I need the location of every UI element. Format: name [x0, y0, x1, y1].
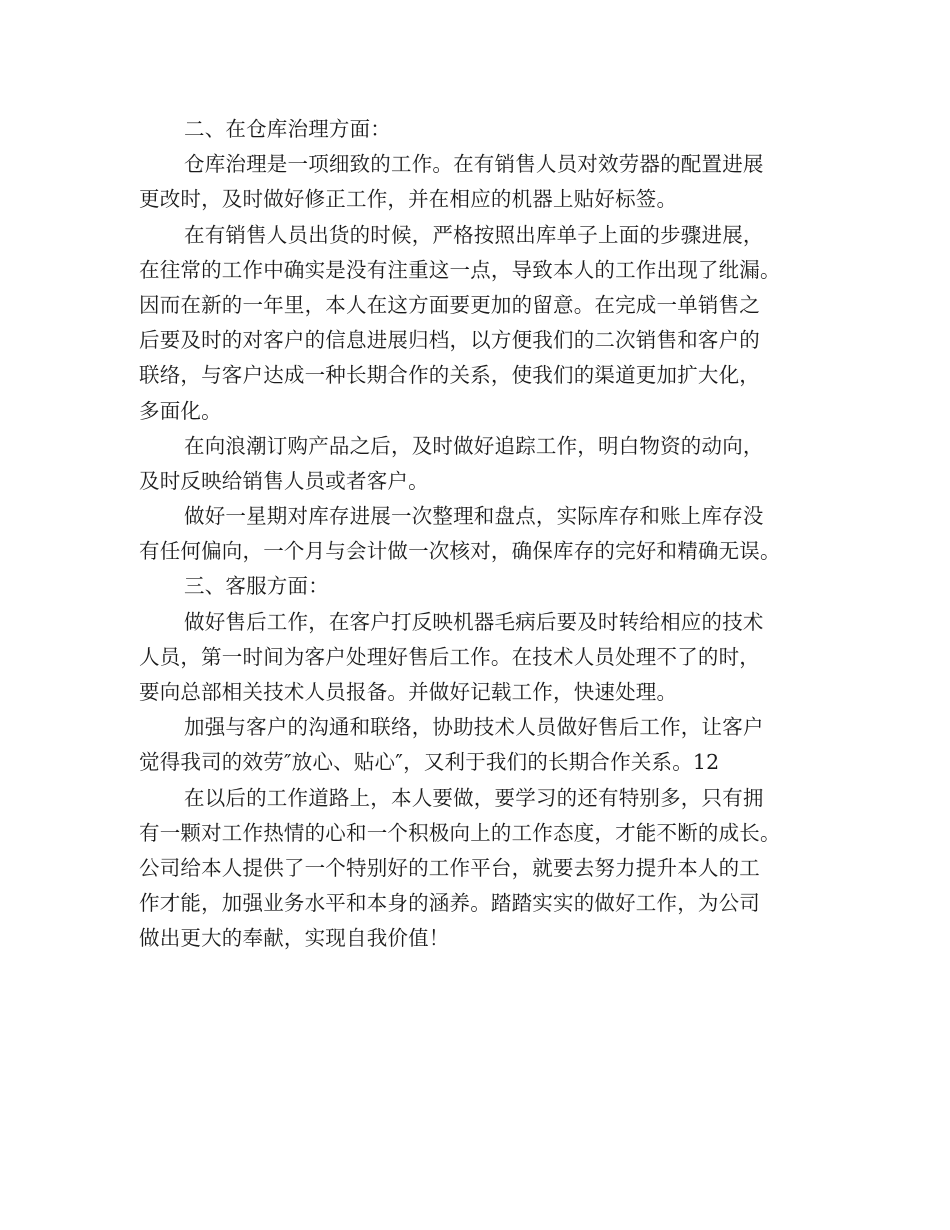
text-line: 觉得我司的效劳″放心、贴心″，又利于我们的长期合作关系。12	[139, 750, 720, 775]
text-line: 在以后的工作道路上，本人要做，要学习的还有特别多，只有拥	[184, 785, 764, 810]
text-line: 做出更大的奉献，实现自我价值！	[139, 926, 450, 951]
text-line: 联络，与客户达成一种长期合作的关系，使我们的渠道更加扩大化，	[139, 363, 760, 388]
text-line: 加强与客户的沟通和联络，协助技术人员做好售后工作，让客户	[184, 715, 764, 740]
text-line: 后要及时的对客户的信息进展归档，以方便我们的二次销售和客户的	[139, 328, 760, 353]
text-line: 有任何偏向，一个月与会计做一次核对，确保库存的完好和精确无误。	[139, 539, 781, 564]
text-line: 有一颗对工作热情的心和一个积极向上的工作态度，才能不断的成长。	[139, 820, 781, 845]
text-line: 更改时，及时做好修正工作，并在相应的机器上贴好标签。	[139, 187, 678, 212]
text-line: 公司给本人提供了一个特别好的工作平台，就要去努力提升本人的工	[139, 855, 760, 880]
text-line: 三、客服方面：	[184, 574, 329, 599]
document-body	[139, 112, 821, 957]
text-line: 在向浪潮订购产品之后，及时做好追踪工作，明白物资的动向，	[184, 433, 764, 458]
text-line: 多面化。	[139, 398, 222, 423]
text-line: 人员，第一时间为客户处理好售后工作。在技术人员处理不了的时，	[139, 644, 760, 669]
text-line: 二、在仓库治理方面：	[184, 117, 391, 141]
text-line: 在有销售人员出货的时候，严格按照出库单子上面的步骤进展，	[184, 222, 764, 247]
text-line: 要向总部相关技术人员报备。并做好记载工作，快速处理。	[139, 680, 678, 704]
text-line: 作才能，加强业务水平和本身的涵养。踏踏实实的做好工作，为公司	[139, 891, 760, 916]
text-line: 及时反映给销售人员或者客户。	[139, 468, 429, 493]
text-line: 仓库治理是一项细致的工作。在有销售人员对效劳器的配置进展	[184, 152, 764, 177]
text-line: 做好一星期对库存进展一次整理和盘点，实际库存和账上库存没	[184, 504, 764, 529]
text-line: 做好售后工作，在客户打反映机器毛病后要及时转给相应的技术	[184, 609, 764, 634]
text-line: 在往常的工作中确实是没有注重这一点，导致本人的工作出现了纰漏。	[139, 257, 781, 282]
text-line: 因而在新的一年里，本人在这方面要更加的留意。在完成一单销售之	[139, 292, 760, 317]
